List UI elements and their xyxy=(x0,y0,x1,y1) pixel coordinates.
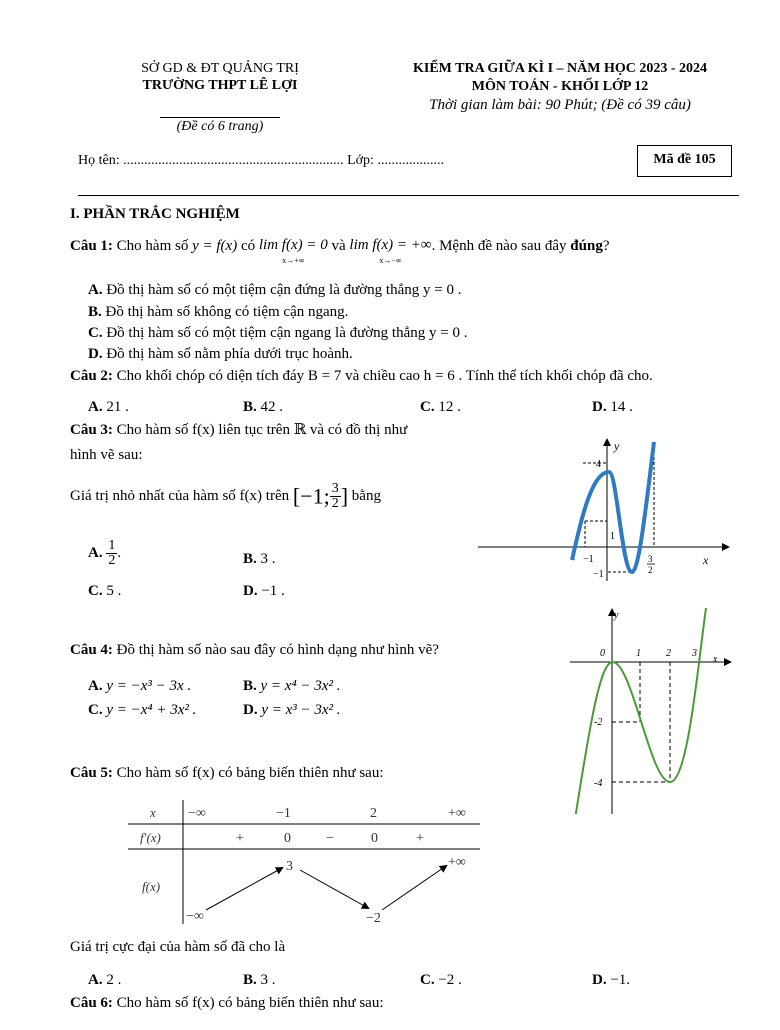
x-neg-inf: −∞ xyxy=(188,806,206,821)
q1-bold-word: đúng xyxy=(570,238,603,254)
exam-title: KIỂM TRA GIỮA KÌ I – NĂM HỌC 2023 - 2024 xyxy=(412,61,707,76)
q1-limit-2-expr: lim f(x) = +∞ xyxy=(349,237,432,253)
frac-den: 2 xyxy=(108,553,116,568)
zero-2: 0 xyxy=(371,831,378,846)
q3-text-3a: Giá trị nhỏ nhất của hàm số f(x) trên xyxy=(70,488,290,504)
q5-question: Giá trị cực đại của hàm số đã cho là xyxy=(70,939,286,955)
option-text: 2 . xyxy=(106,972,122,988)
q5-label: Câu 5: xyxy=(70,765,113,781)
q3-text-2: hình vẽ sau: xyxy=(70,447,143,463)
q3-option-b[interactable] xyxy=(243,551,276,568)
option-text: 42 . xyxy=(260,399,284,415)
option-text: 21 . xyxy=(106,399,129,415)
option-text: y = x⁴ − 3x² . xyxy=(260,678,341,694)
student-info-line: Họ tên: ............................................................... Lớp: ................... xyxy=(78,153,444,168)
option-end: . xyxy=(117,545,122,561)
variation-table xyxy=(128,800,480,924)
q3-text-3b: bằng xyxy=(351,488,381,504)
q1-limit-1 xyxy=(259,238,328,268)
sign-plus-2: + xyxy=(416,831,424,846)
f-neg-inf: −∞ xyxy=(186,909,204,924)
option-text: Đồ thị hàm số không có tiệm cận ngang. xyxy=(105,304,349,320)
q2-option-b[interactable] xyxy=(243,399,283,416)
arrow-increase-2 xyxy=(382,866,446,910)
option-text: −2 . xyxy=(438,972,462,988)
q6-label: Câu 6: xyxy=(70,995,113,1011)
tick-1: 1 xyxy=(610,531,615,542)
x-label: x xyxy=(713,654,718,665)
option-label: C. xyxy=(88,702,103,718)
option-label: C. xyxy=(420,399,435,415)
tick-neg1-y: −1 xyxy=(593,569,604,580)
q2-label: Câu 2: xyxy=(70,368,113,384)
y-label: y xyxy=(614,439,620,453)
option-label: D. xyxy=(243,702,258,718)
q3-option-a[interactable] xyxy=(88,539,121,568)
q4-option-a[interactable] xyxy=(88,678,191,695)
row-label-x: x xyxy=(150,805,156,820)
question-3 xyxy=(70,420,407,439)
option-text: Đồ thị hàm số có một tiệm cận đứng là đường thẳng y = 0 . xyxy=(106,282,462,298)
tick-neg1-x: −1 xyxy=(583,554,594,565)
option-label: A. xyxy=(88,972,103,988)
tick-4: 4 xyxy=(596,459,601,470)
q2-option-a[interactable] xyxy=(88,399,129,416)
q3-question xyxy=(70,482,381,511)
q2-text: Cho khối chóp có diện tích đáy B = 7 và chiều cao h = 6 . Tính thể tích khối chóp đã cho. xyxy=(116,368,653,384)
q4-label: Câu 4: xyxy=(70,642,113,658)
option-label: D. xyxy=(592,972,607,988)
option-label: B. xyxy=(243,678,257,694)
q1-func: y = f(x) xyxy=(192,238,238,254)
q4-text: Đồ thị hàm số nào sau đây có hình dạng như hình vẽ? xyxy=(116,642,439,658)
q1-text-c: và xyxy=(331,238,346,254)
q3-label: Câu 3: xyxy=(70,422,113,438)
q1-limit-2 xyxy=(349,238,431,268)
option-text: 12 . xyxy=(438,399,461,415)
frac-num: 1 xyxy=(108,538,116,553)
question-6 xyxy=(70,995,384,1012)
exam-code: Mã đề 105 xyxy=(653,152,716,167)
tick-2: 2 xyxy=(666,648,671,659)
q5-option-a[interactable] xyxy=(88,972,121,989)
option-label: B. xyxy=(243,972,257,988)
option-label: B. xyxy=(243,551,257,567)
option-text: y = −x³ − 3x . xyxy=(106,678,192,694)
q1-text-d: . Mệnh đề nào sau đây xyxy=(431,238,567,254)
exam-time: Thời gian làm bài: 90 Phút; (Đề có 39 câu) xyxy=(429,97,691,113)
x-minus-1: −1 xyxy=(276,806,291,821)
tick-neg4: -4 xyxy=(594,778,603,789)
option-text: 5 . xyxy=(106,583,122,599)
x-2: 2 xyxy=(370,806,377,821)
tick-neg2: -2 xyxy=(594,717,603,728)
q3-interval-left: [−1; xyxy=(292,483,330,509)
q1-option-d[interactable] xyxy=(88,346,353,363)
arrow-increase-1 xyxy=(206,868,282,910)
q3-option-c[interactable] xyxy=(88,583,121,600)
option-label: B. xyxy=(88,304,102,320)
option-text: Đồ thị hàm số có một tiệm cận ngang là đường thẳng y = 0 . xyxy=(106,325,468,341)
option-label: C. xyxy=(88,583,103,599)
header-divider xyxy=(160,117,280,118)
f-pos-inf: +∞ xyxy=(448,855,466,870)
q5-option-d[interactable] xyxy=(592,972,630,989)
tick-1: 1 xyxy=(636,648,641,659)
q2-option-d[interactable] xyxy=(592,399,633,416)
option-text: 3 . xyxy=(260,972,276,988)
option-label: D. xyxy=(243,583,258,599)
option-label: A. xyxy=(88,399,103,415)
row-label-fprime: f′(x) xyxy=(140,830,161,845)
q1-limit-1-expr: lim f(x) = 0 xyxy=(258,237,328,253)
question-5 xyxy=(70,765,384,782)
q1-option-c[interactable] xyxy=(88,325,467,342)
header-rule xyxy=(78,195,739,196)
tick-frac-num: 3 xyxy=(648,554,653,564)
section-title: I. PHẦN TRẮC NGHIỆM xyxy=(70,206,240,222)
q5-option-c[interactable] xyxy=(420,972,462,989)
q5-option-b[interactable] xyxy=(243,972,276,989)
q1-label: Câu 1: xyxy=(70,238,113,254)
dept-name: SỞ GD & ĐT QUẢNG TRỊ xyxy=(141,61,299,76)
exam-code-box xyxy=(637,145,732,177)
value-neg2: −2 xyxy=(366,911,381,924)
q1-text-end: ? xyxy=(602,238,610,254)
option-text: y = x³ − 3x² . xyxy=(261,702,341,718)
value-3: 3 xyxy=(286,859,293,874)
option-label: B. xyxy=(243,399,257,415)
zero-1: 0 xyxy=(284,831,291,846)
option-text: Đồ thị hàm số nằm phía dưới trục hoành. xyxy=(106,346,353,362)
option-label: D. xyxy=(88,346,103,362)
exam-subject: MÔN TOÁN - KHỐI LỚP 12 xyxy=(471,79,649,94)
q4-option-d[interactable] xyxy=(243,702,341,719)
q3-option-d[interactable] xyxy=(243,583,285,600)
q3-interval-right: ] xyxy=(340,483,349,509)
x-pos-inf: +∞ xyxy=(448,806,466,821)
q1-limit-2-sub: x→−∞ xyxy=(379,256,402,265)
option-label: C. xyxy=(88,325,103,341)
arrow-decrease xyxy=(300,870,368,908)
question-4 xyxy=(70,642,439,659)
q1-text-a: Cho hàm số xyxy=(116,238,189,254)
q3-option-a-fraction xyxy=(106,539,117,568)
option-text: 3 . xyxy=(260,551,276,567)
q1-text-b: có xyxy=(240,238,256,254)
frac-den: 2 xyxy=(331,496,339,511)
option-label: D. xyxy=(592,399,607,415)
row-label-f: f(x) xyxy=(142,879,161,894)
q4-option-c[interactable] xyxy=(88,702,196,719)
y-label: y xyxy=(614,610,619,621)
origin-label: 0 xyxy=(600,648,605,659)
option-label: C. xyxy=(420,972,435,988)
q1-option-b[interactable] xyxy=(88,304,348,321)
page-count: (Đề có 6 trang) xyxy=(176,119,264,134)
option-text: −1. xyxy=(610,972,631,988)
q1-limit-1-sub: x→+∞ xyxy=(282,256,305,265)
option-label: A. xyxy=(88,282,103,298)
q3-graph xyxy=(478,436,740,582)
tick-3: 3 xyxy=(692,648,697,659)
q6-text: Cho hàm số f(x) có bảng biến thiên như sau: xyxy=(116,995,384,1011)
q4-option-b[interactable] xyxy=(243,678,340,695)
option-label: A. xyxy=(88,678,103,694)
sign-minus: − xyxy=(326,831,334,846)
option-text: −1 . xyxy=(261,583,285,599)
q1-option-a[interactable] xyxy=(88,282,461,299)
sign-plus-1: + xyxy=(236,831,244,846)
school-name: TRƯỜNG THPT LÊ LỢI xyxy=(142,78,298,93)
question-2 xyxy=(70,368,653,385)
function-curve xyxy=(572,442,654,572)
q4-graph xyxy=(570,604,738,814)
question-1 xyxy=(70,238,610,268)
x-label: x xyxy=(703,553,709,567)
q3-interval-fraction xyxy=(330,482,341,511)
option-text: y = −x⁴ + 3x² . xyxy=(106,702,197,718)
q3-text-1: Cho hàm số f(x) liên tục trên ℝ và có đồ thị như xyxy=(116,422,408,438)
option-text: 14 . xyxy=(610,399,633,415)
option-label: A. xyxy=(88,545,103,561)
tick-frac-den: 2 xyxy=(648,565,653,575)
q2-option-c[interactable] xyxy=(420,399,461,416)
frac-num: 3 xyxy=(331,481,339,496)
q5-text: Cho hàm số f(x) có bảng biến thiên như sau: xyxy=(116,765,384,781)
